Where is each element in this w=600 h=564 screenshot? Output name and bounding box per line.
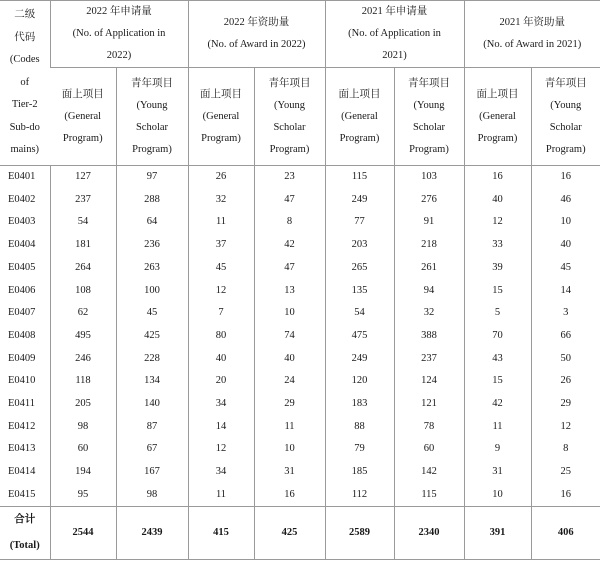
count-cell: 31 — [254, 461, 325, 484]
count-cell: 40 — [188, 348, 254, 371]
subdomain-code: E0403 — [8, 216, 36, 228]
count-cell: 115 — [325, 166, 394, 189]
total-cell: 425 — [254, 507, 325, 560]
count-cell: 46 — [531, 189, 600, 212]
young-scholar-header: 青年项目 (Young Scholar Program) — [394, 68, 464, 166]
count-cell: 12 — [531, 416, 600, 439]
count-cell: 20 — [188, 370, 254, 393]
count-cell: 11 — [464, 416, 531, 439]
count-cell: 425 — [116, 325, 188, 348]
count-cell: 87 — [116, 416, 188, 439]
count-cell: 98 — [116, 484, 188, 507]
total-cell: 2589 — [325, 507, 394, 560]
total-cell: 406 — [531, 507, 600, 560]
total-label: 合计 (Total) — [0, 507, 50, 560]
count-cell: 100 — [116, 279, 188, 302]
table-row — [0, 393, 600, 416]
total-cell: 2340 — [394, 507, 464, 560]
table-row — [0, 438, 600, 461]
count-cell: 54 — [325, 302, 394, 325]
count-cell: 120 — [325, 370, 394, 393]
group-header-awards-2021: 2021 年资助量 (No. of Award in 2021) — [464, 1, 600, 68]
young-scholar-header: 青年项目 (Young Scholar Program) — [116, 68, 188, 166]
count-cell: 246 — [50, 348, 116, 371]
count-cell: 11 — [188, 211, 254, 234]
count-cell: 265 — [325, 257, 394, 280]
count-cell: 60 — [394, 438, 464, 461]
count-cell: 276 — [394, 189, 464, 212]
count-cell: 218 — [394, 234, 464, 257]
count-cell: 14 — [188, 416, 254, 439]
count-cell: 16 — [254, 484, 325, 507]
count-cell: 16 — [531, 484, 600, 507]
count-cell: 45 — [116, 302, 188, 325]
count-cell: 115 — [394, 484, 464, 507]
count-cell: 78 — [394, 416, 464, 439]
table-row — [0, 416, 600, 439]
count-cell: 29 — [254, 393, 325, 416]
count-cell: 34 — [188, 461, 254, 484]
count-cell: 167 — [116, 461, 188, 484]
young-scholar-header: 青年项目 (Young Scholar Program) — [531, 68, 600, 166]
subdomain-code: E0409 — [8, 352, 36, 364]
count-cell: 249 — [325, 189, 394, 212]
count-cell: 12 — [188, 438, 254, 461]
count-cell: 183 — [325, 393, 394, 416]
table-row — [0, 279, 600, 302]
count-cell: 43 — [464, 348, 531, 371]
count-cell: 288 — [116, 189, 188, 212]
count-cell: 40 — [464, 189, 531, 212]
subdomain-code: E0404 — [8, 239, 36, 251]
count-cell: 40 — [531, 234, 600, 257]
table-row — [0, 484, 600, 507]
count-cell: 45 — [531, 257, 600, 280]
table-row — [0, 234, 600, 257]
group-header-applications-2022: 2022 年申请量 (No. of Application in 2022) — [50, 1, 188, 68]
count-cell: 10 — [531, 211, 600, 234]
count-cell: 42 — [464, 393, 531, 416]
total-row — [0, 507, 600, 560]
count-cell: 25 — [531, 461, 600, 484]
count-cell: 10 — [254, 302, 325, 325]
count-cell: 495 — [50, 325, 116, 348]
count-cell: 10 — [464, 484, 531, 507]
count-cell: 103 — [394, 166, 464, 189]
subdomain-code: E0407 — [8, 307, 36, 319]
count-cell: 12 — [464, 211, 531, 234]
count-cell: 261 — [394, 257, 464, 280]
count-cell: 15 — [464, 279, 531, 302]
count-cell: 88 — [325, 416, 394, 439]
count-cell: 135 — [325, 279, 394, 302]
code-column-header: 二级 代码 (Codes of Tier-2 Sub-do mains) — [0, 1, 50, 166]
subdomain-code: E0405 — [8, 261, 36, 273]
count-cell: 54 — [50, 211, 116, 234]
count-cell: 15 — [464, 370, 531, 393]
count-cell: 10 — [254, 438, 325, 461]
count-cell: 12 — [188, 279, 254, 302]
table-row — [0, 370, 600, 393]
table-row — [0, 211, 600, 234]
count-cell: 108 — [50, 279, 116, 302]
count-cell: 95 — [50, 484, 116, 507]
count-cell: 203 — [325, 234, 394, 257]
table-row — [0, 302, 600, 325]
count-cell: 94 — [394, 279, 464, 302]
count-cell: 29 — [531, 393, 600, 416]
count-cell: 64 — [116, 211, 188, 234]
count-cell: 124 — [394, 370, 464, 393]
count-cell: 14 — [531, 279, 600, 302]
count-cell: 16 — [464, 166, 531, 189]
count-cell: 112 — [325, 484, 394, 507]
table-row — [0, 348, 600, 371]
general-program-header: 面上项目 (General Program) — [188, 68, 254, 166]
total-cell: 415 — [188, 507, 254, 560]
count-cell: 13 — [254, 279, 325, 302]
table-row — [0, 461, 600, 484]
count-cell: 47 — [254, 189, 325, 212]
table-row — [0, 325, 600, 348]
count-cell: 8 — [531, 438, 600, 461]
count-cell: 79 — [325, 438, 394, 461]
count-cell: 263 — [116, 257, 188, 280]
count-cell: 121 — [394, 393, 464, 416]
count-cell: 67 — [116, 438, 188, 461]
count-cell: 118 — [50, 370, 116, 393]
count-cell: 32 — [188, 189, 254, 212]
count-cell: 66 — [531, 325, 600, 348]
count-cell: 32 — [394, 302, 464, 325]
count-cell: 98 — [50, 416, 116, 439]
count-cell: 11 — [188, 484, 254, 507]
subdomain-code: E0413 — [8, 443, 36, 455]
table-row — [0, 189, 600, 212]
count-cell: 194 — [50, 461, 116, 484]
count-cell: 142 — [394, 461, 464, 484]
count-cell: 249 — [325, 348, 394, 371]
count-cell: 24 — [254, 370, 325, 393]
count-cell: 185 — [325, 461, 394, 484]
count-cell: 39 — [464, 257, 531, 280]
general-program-header: 面上项目 (General Program) — [464, 68, 531, 166]
subdomain-code: E0414 — [8, 466, 36, 478]
count-cell: 228 — [116, 348, 188, 371]
count-cell: 264 — [50, 257, 116, 280]
count-cell: 97 — [116, 166, 188, 189]
count-cell: 23 — [254, 166, 325, 189]
table-body — [0, 166, 600, 560]
count-cell: 34 — [188, 393, 254, 416]
general-program-header: 面上项目 (General Program) — [50, 68, 116, 166]
subdomain-code: E0410 — [8, 375, 36, 387]
count-cell: 134 — [116, 370, 188, 393]
count-cell: 16 — [531, 166, 600, 189]
count-cell: 77 — [325, 211, 394, 234]
total-cell: 2544 — [50, 507, 116, 560]
count-cell: 3 — [531, 302, 600, 325]
count-cell: 62 — [50, 302, 116, 325]
count-cell: 8 — [254, 211, 325, 234]
table-row — [0, 257, 600, 280]
count-cell: 237 — [394, 348, 464, 371]
count-cell: 31 — [464, 461, 531, 484]
count-cell: 40 — [254, 348, 325, 371]
count-cell: 237 — [50, 189, 116, 212]
count-cell: 42 — [254, 234, 325, 257]
count-cell: 7 — [188, 302, 254, 325]
subdomain-code: E0401 — [8, 171, 36, 183]
subdomain-code: E0411 — [8, 397, 36, 409]
total-cell: 2439 — [116, 507, 188, 560]
count-cell: 45 — [188, 257, 254, 280]
count-cell: 80 — [188, 325, 254, 348]
count-cell: 236 — [116, 234, 188, 257]
table-row — [0, 166, 600, 189]
young-scholar-header: 青年项目 (Young Scholar Program) — [254, 68, 325, 166]
subdomain-code: E0408 — [8, 329, 36, 341]
subdomain-code: E0412 — [8, 420, 36, 432]
count-cell: 9 — [464, 438, 531, 461]
count-cell: 11 — [254, 416, 325, 439]
count-cell: 26 — [531, 370, 600, 393]
count-cell: 140 — [116, 393, 188, 416]
count-cell: 47 — [254, 257, 325, 280]
count-cell: 50 — [531, 348, 600, 371]
count-cell: 127 — [50, 166, 116, 189]
count-cell: 37 — [188, 234, 254, 257]
subdomain-code: E0415 — [8, 488, 36, 500]
general-program-header: 面上项目 (General Program) — [325, 68, 394, 166]
subdomain-code: E0402 — [8, 193, 36, 205]
group-header-applications-2021: 2021 年申请量 (No. of Application in 2021) — [325, 1, 464, 68]
count-cell: 5 — [464, 302, 531, 325]
count-cell: 26 — [188, 166, 254, 189]
count-cell: 91 — [394, 211, 464, 234]
subdomain-code: E0406 — [8, 284, 36, 296]
count-cell: 33 — [464, 234, 531, 257]
count-cell: 475 — [325, 325, 394, 348]
count-cell: 388 — [394, 325, 464, 348]
total-cell: 391 — [464, 507, 531, 560]
count-cell: 181 — [50, 234, 116, 257]
count-cell: 60 — [50, 438, 116, 461]
count-cell: 70 — [464, 325, 531, 348]
count-cell: 74 — [254, 325, 325, 348]
count-cell: 205 — [50, 393, 116, 416]
group-header-awards-2022: 2022 年资助量 (No. of Award in 2022) — [188, 1, 325, 68]
